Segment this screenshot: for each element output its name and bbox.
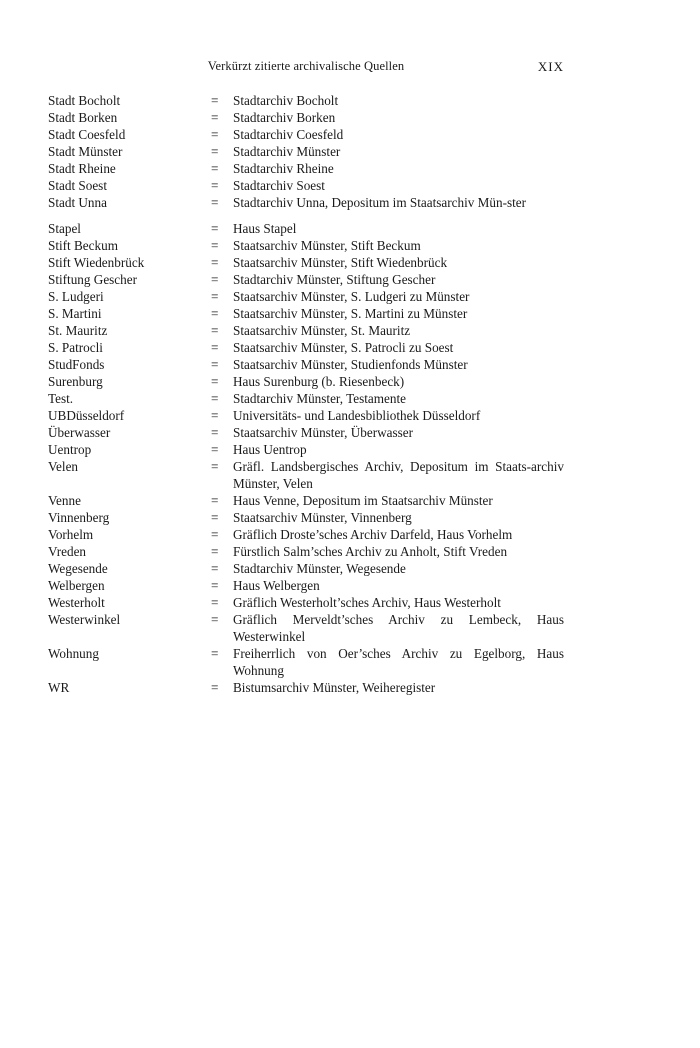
entry-abbreviation: Wohnung (48, 646, 99, 661)
list-item (48, 560, 564, 577)
entry-abbreviation: S. Martini (48, 306, 102, 321)
equals-sign: = (211, 178, 219, 193)
equals-sign: = (211, 510, 219, 525)
entry-description: Stadtarchiv Rheine (233, 161, 334, 176)
list-item (48, 543, 564, 560)
list-item (48, 160, 564, 177)
entry-description: Stadtarchiv Bocholt (233, 93, 339, 108)
list-item (48, 177, 564, 194)
running-header (48, 59, 564, 77)
entry-description: Staatsarchiv Münster, St. Mauritz (233, 323, 411, 338)
entry-description: Gräflich Westerholt’sches Archiv, Haus Westerholt (233, 595, 501, 610)
entry-description: Gräfl. Landsbergisches Archiv, Depositum im Staats-archiv Münster, Velen (233, 459, 564, 491)
abbreviation-list (48, 92, 564, 696)
list-item (48, 254, 564, 271)
entry-abbreviation: Surenburg (48, 374, 103, 389)
list-item (48, 92, 564, 109)
list-item (48, 645, 564, 679)
equals-sign: = (211, 110, 219, 125)
page-header-title: Verkürzt zitierte archivalische Quellen (207, 59, 405, 73)
entry-abbreviation: Vinnenberg (48, 510, 110, 525)
entry-description: Haus Uentrop (233, 442, 307, 457)
entry-description: Staatsarchiv Münster, Studienfonds Münster (233, 357, 468, 372)
list-item (48, 407, 564, 424)
entry-description: Haus Surenburg (b. Riesenbeck) (233, 374, 405, 389)
entry-abbreviation: Stapel (48, 221, 81, 236)
entry-description: Stadtarchiv Münster (233, 144, 341, 159)
entry-abbreviation: S. Ludgeri (48, 289, 104, 304)
equals-sign: = (211, 306, 219, 321)
list-item (48, 424, 564, 441)
list-item (48, 492, 564, 509)
entry-abbreviation: Wegesende (48, 561, 108, 576)
entry-description: Bistumsarchiv Münster, Weiheregister (233, 680, 436, 695)
list-item (48, 577, 564, 594)
list-item (48, 390, 564, 407)
entry-description: Staatsarchiv Münster, Stift Beckum (233, 238, 421, 253)
entry-abbreviation: Vreden (48, 544, 87, 559)
list-item (48, 458, 564, 492)
list-item (48, 441, 564, 458)
entry-description: Staatsarchiv Münster, S. Ludgeri zu Münster (233, 289, 470, 304)
entry-abbreviation: Test. (48, 391, 74, 406)
equals-sign: = (211, 612, 219, 627)
equals-sign: = (211, 527, 219, 542)
entry-abbreviation: Überwasser (48, 425, 111, 440)
equals-sign: = (211, 544, 219, 559)
list-item (48, 509, 564, 526)
list-item (48, 679, 564, 696)
entry-description: Staatsarchiv Münster, Stift Wiedenbrück (233, 255, 448, 270)
entry-description: Stadtarchiv Soest (233, 178, 325, 193)
equals-sign: = (211, 272, 219, 287)
equals-sign: = (211, 161, 219, 176)
equals-sign: = (211, 323, 219, 338)
equals-sign: = (211, 93, 219, 108)
entry-description: Stadtarchiv Münster, Testamente (233, 391, 406, 406)
list-item (48, 373, 564, 390)
entry-description: Staatsarchiv Münster, S. Martini zu Münster (233, 306, 468, 321)
entry-abbreviation: Westerwinkel (48, 612, 121, 627)
entry-abbreviation: Stadt Unna (48, 195, 107, 210)
equals-sign: = (211, 374, 219, 389)
entry-description: Staatsarchiv Münster, Vinnenberg (233, 510, 412, 525)
entry-description: Haus Venne, Depositum im Staatsarchiv Münster (233, 493, 493, 508)
page-number: XIX (537, 59, 564, 74)
equals-sign: = (211, 238, 219, 253)
entry-abbreviation: Stadt Rheine (48, 161, 116, 176)
entry-abbreviation: St. Mauritz (48, 323, 108, 338)
list-item (48, 526, 564, 543)
list-item (48, 220, 564, 237)
equals-sign: = (211, 425, 219, 440)
list-item (48, 594, 564, 611)
list-item (48, 288, 564, 305)
list-item (48, 126, 564, 143)
entry-description: Gräflich Merveldt’sches Archiv zu Lembeck, Haus Westerwinkel (233, 612, 564, 644)
equals-sign: = (211, 595, 219, 610)
equals-sign: = (211, 646, 219, 661)
list-item (48, 356, 564, 373)
entry-abbreviation: Uentrop (48, 442, 92, 457)
entry-description: Gräflich Droste’sches Archiv Darfeld, Haus Vorhelm (233, 527, 513, 542)
entry-abbreviation: Stadt Münster (48, 144, 123, 159)
entry-abbreviation: Stadt Bocholt (48, 93, 121, 108)
equals-sign: = (211, 578, 219, 593)
entry-abbreviation: Velen (48, 459, 79, 474)
entry-abbreviation: Stift Wiedenbrück (48, 255, 145, 270)
entry-description: Freiherrlich von Oer’sches Archiv zu Egelborg, Haus Wohnung (233, 646, 564, 678)
entry-abbreviation: Stadt Soest (48, 178, 107, 193)
equals-sign: = (211, 459, 219, 474)
entry-abbreviation: Stadt Borken (48, 110, 118, 125)
entry-description: Stadtarchiv Münster, Wegesende (233, 561, 406, 576)
equals-sign: = (211, 340, 219, 355)
equals-sign: = (211, 195, 219, 210)
list-item (48, 237, 564, 254)
entry-description: Staatsarchiv Münster, S. Patrocli zu Soest (233, 340, 454, 355)
entry-description: Stadtarchiv Borken (233, 110, 336, 125)
entry-description: Stadtarchiv Coesfeld (233, 127, 344, 142)
entry-abbreviation: Vorhelm (48, 527, 94, 542)
entry-abbreviation: Stadt Coesfeld (48, 127, 126, 142)
equals-sign: = (211, 357, 219, 372)
entry-abbreviation: S. Patrocli (48, 340, 103, 355)
entry-abbreviation: Westerholt (48, 595, 105, 610)
entry-description: Stadtarchiv Münster, Stiftung Gescher (233, 272, 436, 287)
entry-abbreviation: Venne (48, 493, 81, 508)
equals-sign: = (211, 289, 219, 304)
entry-description: Fürstlich Salm’sches Archiv zu Anholt, Stift Vreden (233, 544, 508, 559)
list-item (48, 194, 564, 211)
equals-sign: = (211, 680, 219, 695)
entry-description: Haus Welbergen (233, 578, 320, 593)
entry-abbreviation: Welbergen (48, 578, 105, 593)
list-item (48, 143, 564, 160)
equals-sign: = (211, 127, 219, 142)
list-item (48, 271, 564, 288)
list-item (48, 339, 564, 356)
entry-abbreviation: StudFonds (48, 357, 105, 372)
entry-abbreviation: Stift Beckum (48, 238, 118, 253)
equals-sign: = (211, 408, 219, 423)
equals-sign: = (211, 493, 219, 508)
entry-abbreviation: Stiftung Gescher (48, 272, 137, 287)
list-item (48, 611, 564, 645)
entry-abbreviation: WR (48, 680, 70, 695)
entry-description: Haus Stapel (233, 221, 297, 236)
entry-description: Stadtarchiv Unna, Depositum im Staatsarchiv Mün-ster (233, 195, 526, 210)
equals-sign: = (211, 442, 219, 457)
equals-sign: = (211, 221, 219, 236)
entry-description: Staatsarchiv Münster, Überwasser (233, 425, 414, 440)
list-item (48, 305, 564, 322)
equals-sign: = (211, 391, 219, 406)
equals-sign: = (211, 561, 219, 576)
equals-sign: = (211, 255, 219, 270)
list-item (48, 109, 564, 126)
entry-abbreviation: UBDüsseldorf (48, 408, 125, 423)
equals-sign: = (211, 144, 219, 159)
entry-description: Universitäts- und Landesbibliothek Düsseldorf (233, 408, 481, 423)
list-item (48, 322, 564, 339)
